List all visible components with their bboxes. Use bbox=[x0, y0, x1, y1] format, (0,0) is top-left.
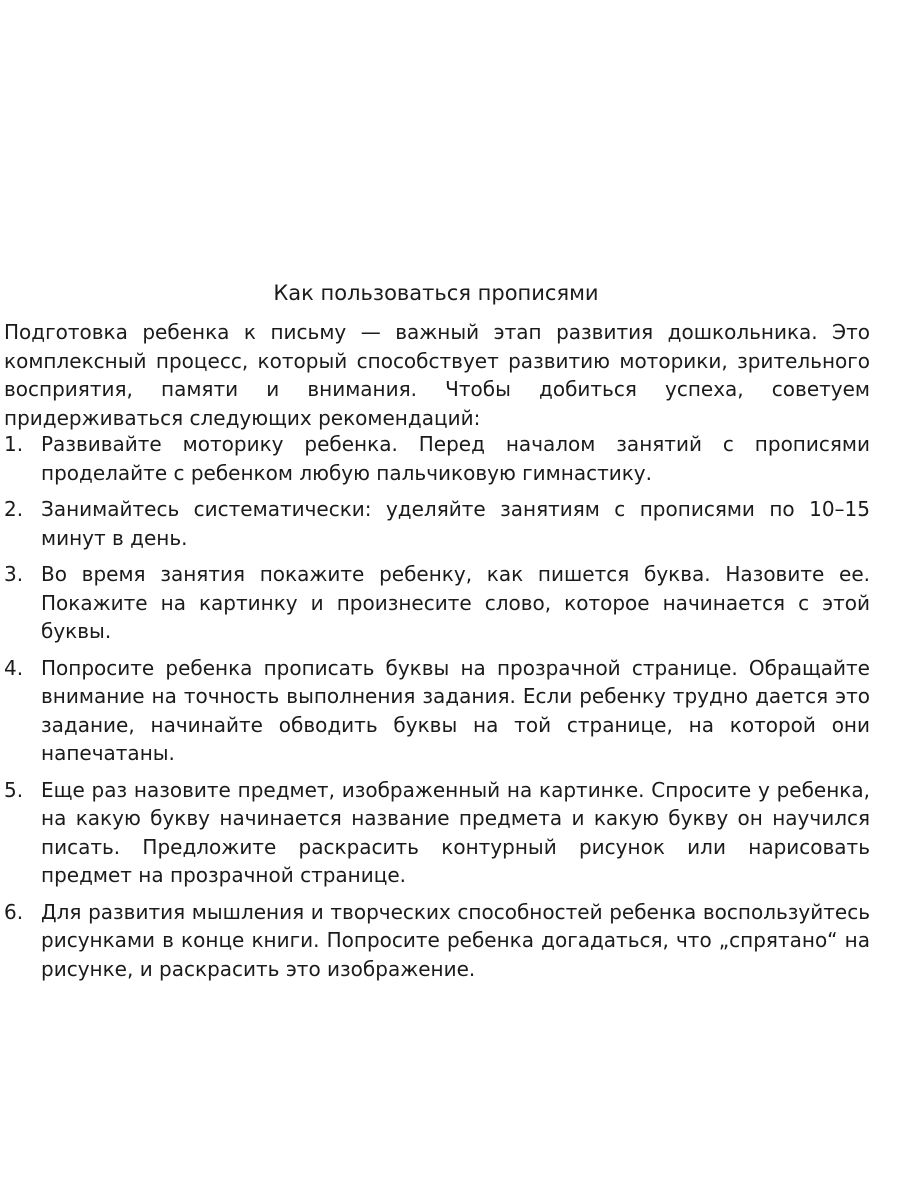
list-item-5 bbox=[0, 776, 870, 890]
list-item-text: Для развития мышления и творческих способностей ребенка воспользуйтесь рисунками в конце книги. Попросите ребенка догадаться, что „спрятано“ на рисунке, и раскрасить это изображение. bbox=[41, 899, 870, 981]
list-item-3 bbox=[0, 560, 870, 646]
list-item-4 bbox=[0, 654, 870, 768]
list-item-text: Попросите ребенка прописать буквы на прозрачной странице. Обращайте внимание на точность выполнения задания. Если ребенку трудно дается это задание, начинайте обводить буквы на той странице, на которой они напечатаны. bbox=[41, 655, 870, 765]
list-item-text: Занимайтесь систематически: уделяйте занятиям с прописями по 10–15 минут в день. bbox=[41, 497, 870, 550]
list-item-number: 5. bbox=[4, 777, 24, 802]
list-item-text: Еще раз назовите предмет, изображенный на картинке. Спросите у ребенка, на какую букву начинается название предмета и какую букву он научился писать. Предложите раскрасить контурный рисунок или нарисовать предмет на прозрачной странице. bbox=[41, 777, 870, 887]
intro-paragraph: Подготовка ребенка к письму — важный этап развития дошкольника. Это комплексный процесс, который способствует развитию моторики, зрительного восприятия, памяти и внимания. Чтобы добиться успеха, советуем придерживаться следующих рекомендаций: bbox=[4, 320, 870, 430]
list-item-6 bbox=[0, 898, 870, 984]
list-item-number: 6. bbox=[4, 899, 24, 924]
page-title: Как пользоваться прописями bbox=[273, 281, 599, 305]
list-item-1 bbox=[0, 430, 870, 487]
list-item-number: 3. bbox=[4, 562, 24, 586]
list-item-number: 1. bbox=[4, 432, 24, 456]
list-item-number: 4. bbox=[4, 655, 24, 680]
recommendations-list bbox=[0, 430, 870, 991]
list-item-text: Во время занятия покажите ребенку, как пишется буква. Назовите ее. Покажите на картинку и произнесите слово, которое начинается с этой буквы. bbox=[41, 562, 870, 643]
list-item-number: 2. bbox=[4, 497, 24, 521]
list-item-2 bbox=[0, 495, 870, 552]
list-item-text: Развивайте моторику ребенка. Перед началом занятий с прописями проделайте с ребенком любую пальчиковую гимнастику. bbox=[41, 432, 870, 485]
